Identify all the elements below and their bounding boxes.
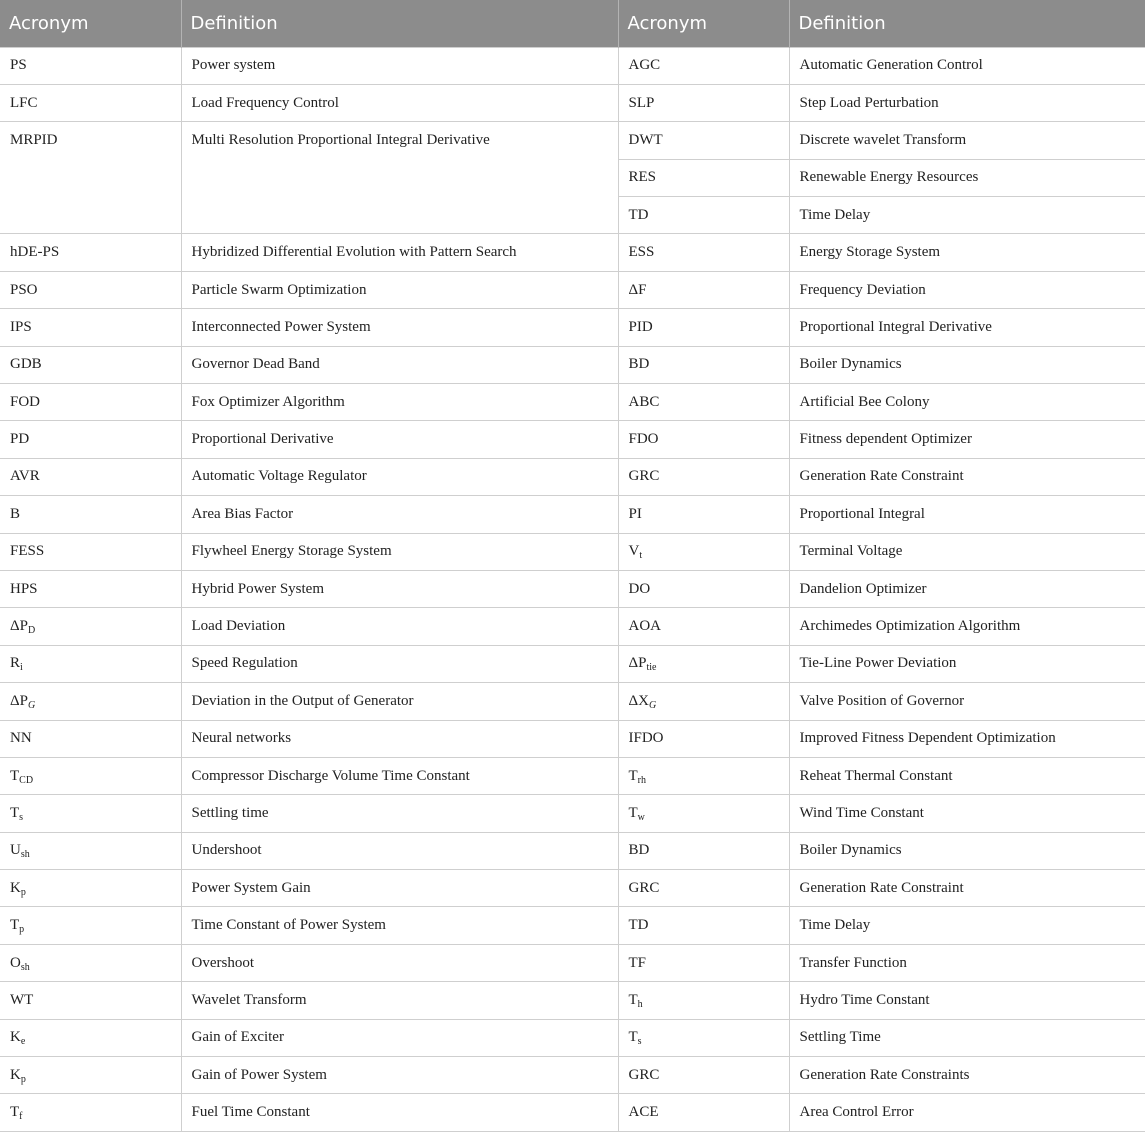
acronym-cell: PSO: [0, 271, 181, 308]
definition-cell: Dandelion Optimizer: [789, 570, 1145, 607]
acronym-cell: ACE: [618, 1094, 789, 1131]
definition-cell: Settling time: [181, 795, 618, 832]
definition-cell: Wind Time Constant: [789, 795, 1145, 832]
definition-cell: Area Control Error: [789, 1094, 1145, 1131]
definition-cell: Area Bias Factor: [181, 496, 618, 533]
acronym-cell: TF: [618, 944, 789, 981]
acronym-cell: $T_h$: [618, 982, 789, 1019]
acronym-cell: B: [0, 496, 181, 533]
definition-cell: Hybridized Differential Evolution with Pattern Search: [181, 234, 618, 271]
acronym-cell: WT: [0, 982, 181, 1019]
acronym-cell: $T_f$: [0, 1094, 181, 1131]
definition-cell: Load Frequency Control: [181, 84, 618, 121]
acronym-cell: IPS: [0, 309, 181, 346]
definition-cell: Particle Swarm Optimization: [181, 271, 618, 308]
acronym-cell: DWT: [618, 122, 789, 159]
table-row: [0, 271, 1145, 308]
definition-cell: Power system: [181, 47, 618, 84]
definition-cell: Generation Rate Constraint: [789, 870, 1145, 907]
acronym-cell: PS: [0, 47, 181, 84]
definition-cell: Neural networks: [181, 720, 618, 757]
acronym-cell: $T_s$: [618, 1019, 789, 1056]
table-row: [0, 421, 1145, 458]
acronym-cell: $T_p$: [0, 907, 181, 944]
table-row: [0, 608, 1145, 645]
definition-cell: Power System Gain: [181, 870, 618, 907]
definition-cell: Archimedes Optimization Algorithm: [789, 608, 1145, 645]
acronym-cell: GRC: [618, 870, 789, 907]
definition-cell: Interconnected Power System: [181, 309, 618, 346]
table-row: [0, 1094, 1145, 1131]
table-row: [0, 458, 1145, 495]
definition-cell: Wavelet Transform: [181, 982, 618, 1019]
definition-cell: Renewable Energy Resources: [789, 159, 1145, 196]
definition-cell: Load Deviation: [181, 608, 618, 645]
acronym-cell: FESS: [0, 533, 181, 570]
definition-cell: Time Delay: [789, 197, 1145, 234]
table-row: [0, 533, 1145, 570]
definition-cell: Proportional Integral Derivative: [789, 309, 1145, 346]
acronym-cell: $V_t$: [618, 533, 789, 570]
definition-cell: Overshoot: [181, 944, 618, 981]
acronym-cell: MRPID: [0, 122, 181, 234]
acronym-cell: RES: [618, 159, 789, 196]
definition-cell: Automatic Generation Control: [789, 47, 1145, 84]
acronym-cell: LFC: [0, 84, 181, 121]
table-row: [0, 122, 1145, 159]
acronym-cell: $\Delta X_G$: [618, 683, 789, 720]
table-row: [0, 683, 1145, 720]
acronym-cell: AVR: [0, 458, 181, 495]
acronym-cell: $T_{CD}$: [0, 757, 181, 794]
definition-cell: Artificial Bee Colony: [789, 384, 1145, 421]
definition-cell: Flywheel Energy Storage System: [181, 533, 618, 570]
acronym-cell: $\Delta P_D$: [0, 608, 181, 645]
definition-cell: Reheat Thermal Constant: [789, 757, 1145, 794]
acronym-cell: hDE-PS: [0, 234, 181, 271]
table-row: [0, 346, 1145, 383]
definition-cell: Settling Time: [789, 1019, 1145, 1056]
definition-cell: Speed Regulation: [181, 645, 618, 682]
definition-cell: Tie-Line Power Deviation: [789, 645, 1145, 682]
table-row: [0, 570, 1145, 607]
acronym-cell: $T_s$: [0, 795, 181, 832]
acronym-cell: BD: [618, 832, 789, 869]
definition-cell: Step Load Perturbation: [789, 84, 1145, 121]
acronym-cell: $T_w$: [618, 795, 789, 832]
definition-cell: Discrete wavelet Transform: [789, 122, 1145, 159]
table-row: [0, 47, 1145, 84]
definition-cell: Transfer Function: [789, 944, 1145, 981]
acronym-cell: ΔF: [618, 271, 789, 308]
acronym-cell: PI: [618, 496, 789, 533]
table-row: [0, 720, 1145, 757]
definition-cell: Fox Optimizer Algorithm: [181, 384, 618, 421]
acronym-cell: HPS: [0, 570, 181, 607]
acronym-cell: $K_e$: [0, 1019, 181, 1056]
acronym-cell: PD: [0, 421, 181, 458]
header-definition-1: Definition: [181, 0, 618, 47]
table-row: [0, 1057, 1145, 1094]
acronym-cell: FOD: [0, 384, 181, 421]
acronym-cell: ESS: [618, 234, 789, 271]
definition-cell: Automatic Voltage Regulator: [181, 458, 618, 495]
table-row: [0, 384, 1145, 421]
table-row: [0, 309, 1145, 346]
acronym-cell: $\Delta P_{tie}$: [618, 645, 789, 682]
definition-cell: Improved Fitness Dependent Optimization: [789, 720, 1145, 757]
table-row: [0, 870, 1145, 907]
definition-cell: Multi Resolution Proportional Integral Derivative: [181, 122, 618, 234]
header-row: [0, 0, 1145, 47]
acronym-cell: PID: [618, 309, 789, 346]
header-definition-2: Definition: [789, 0, 1145, 47]
definition-cell: Gain of Power System: [181, 1057, 618, 1094]
acronym-cell: GRC: [618, 458, 789, 495]
acronym-cell: FDO: [618, 421, 789, 458]
definition-cell: Energy Storage System: [789, 234, 1145, 271]
header-acronym-2: Acronym: [618, 0, 789, 47]
definition-cell: Hybrid Power System: [181, 570, 618, 607]
acronym-cell: DO: [618, 570, 789, 607]
definition-cell: Undershoot: [181, 832, 618, 869]
acronym-cell: $O_{sh}$: [0, 944, 181, 981]
table-row: [0, 944, 1145, 981]
definition-cell: Governor Dead Band: [181, 346, 618, 383]
table-row: [0, 645, 1145, 682]
acronym-cell: AOA: [618, 608, 789, 645]
definition-cell: Time Constant of Power System: [181, 907, 618, 944]
definition-cell: Hydro Time Constant: [789, 982, 1145, 1019]
definition-cell: Boiler Dynamics: [789, 832, 1145, 869]
table-row: [0, 982, 1145, 1019]
acronym-cell: GRC: [618, 1057, 789, 1094]
definition-cell: Time Delay: [789, 907, 1145, 944]
definition-cell: Fitness dependent Optimizer: [789, 421, 1145, 458]
definition-cell: Frequency Deviation: [789, 271, 1145, 308]
acronym-cell: NN: [0, 720, 181, 757]
acronym-cell: $\Delta P_G$: [0, 683, 181, 720]
table-row: [0, 832, 1145, 869]
table-row: [0, 795, 1145, 832]
definition-cell: Terminal Voltage: [789, 533, 1145, 570]
acronym-cell: $U_{sh}$: [0, 832, 181, 869]
acronym-cell: ABC: [618, 384, 789, 421]
acronym-cell: $K_p$: [0, 870, 181, 907]
acronym-cell: $K_p$: [0, 1057, 181, 1094]
definition-cell: Generation Rate Constraint: [789, 458, 1145, 495]
definition-cell: Gain of Exciter: [181, 1019, 618, 1056]
table-row: [0, 84, 1145, 121]
definition-cell: Fuel Time Constant: [181, 1094, 618, 1131]
definition-cell: Compressor Discharge Volume Time Constant: [181, 757, 618, 794]
acronym-cell: BD: [618, 346, 789, 383]
acronym-cell: IFDO: [618, 720, 789, 757]
table-row: [0, 234, 1145, 271]
acronym-cell: AGC: [618, 47, 789, 84]
definition-cell: Generation Rate Constraints: [789, 1057, 1145, 1094]
definition-cell: Deviation in the Output of Generator: [181, 683, 618, 720]
acronym-cell: TD: [618, 907, 789, 944]
definition-cell: Proportional Derivative: [181, 421, 618, 458]
acronym-cell: SLP: [618, 84, 789, 121]
table-row: [0, 496, 1145, 533]
acronym-cell: TD: [618, 197, 789, 234]
table-row: [0, 1019, 1145, 1056]
table-row: [0, 907, 1145, 944]
acronym-cell: $T_{rh}$: [618, 757, 789, 794]
table-row: [0, 757, 1145, 794]
definition-cell: Boiler Dynamics: [789, 346, 1145, 383]
header-acronym-1: Acronym: [0, 0, 181, 47]
definition-cell: Proportional Integral: [789, 496, 1145, 533]
acronym-cell: $R_i$: [0, 645, 181, 682]
definition-cell: Valve Position of Governor: [789, 683, 1145, 720]
acronym-cell: GDB: [0, 346, 181, 383]
